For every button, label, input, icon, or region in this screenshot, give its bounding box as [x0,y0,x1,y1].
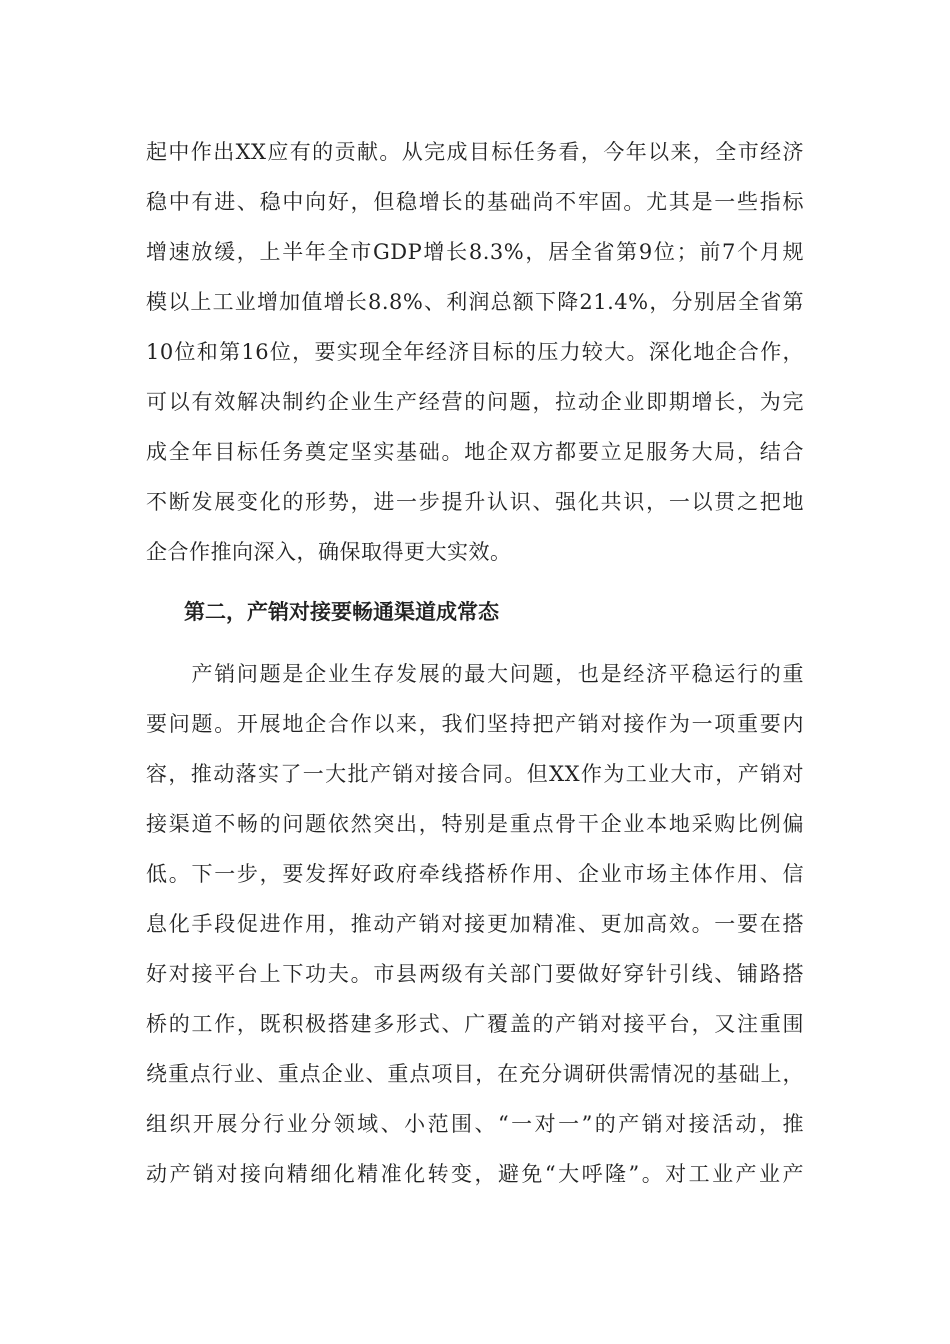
paragraph2-line: 产销问题是企业生存发展的最大问题，也是经济平稳运行的重 [146,662,804,686]
paragraph1-line: 起中作出XX应有的贡献。从完成目标任务看，今年以来，全市经济 [146,140,804,164]
paragraph1-line: 10位和第16位，要实现全年经济目标的压力较大。深化地企合作， [146,340,804,364]
paragraph2-line: 接渠道不畅的问题依然突出，特别是重点骨干企业本地采购比例偏 [146,812,804,836]
paragraph2-line: 好对接平台上下功夫。市县两级有关部门要做好穿针引线、铺路搭 [146,962,804,986]
paragraph2-line: 桥的工作，既积极搭建多形式、广覆盖的产销对接平台，又注重围 [146,1012,804,1036]
section-heading: 第二，产销对接要畅通渠道成常态 [184,600,499,624]
paragraph1-line: 增速放缓，上半年全市GDP增长8.3%，居全省第9位；前7个月规 [146,240,804,264]
paragraph2-line: 容，推动落实了一大批产销对接合同。但XX作为工业大市，产销对 [146,762,804,786]
paragraph2-line: 组织开展分行业分领域、小范围、“一对一”的产销对接活动，推 [146,1112,804,1136]
paragraph2-line: 息化手段促进作用，推动产销对接更加精准、更加高效。一要在搭 [146,912,804,936]
paragraph2-line: 动产销对接向精细化精准化转变，避免“大呼隆”。对工业产业产 [146,1162,804,1186]
paragraph2-line: 要问题。开展地企合作以来，我们坚持把产销对接作为一项重要内 [146,712,804,736]
paragraph1-line: 成全年目标任务奠定坚实基础。地企双方都要立足服务大局，结合 [146,440,804,464]
paragraph1-line: 可以有效解决制约企业生产经营的问题，拉动企业即期增长，为完 [146,390,804,414]
paragraph2-line: 绕重点行业、重点企业、重点项目，在充分调研供需情况的基础上， [146,1062,804,1086]
paragraph1-line: 模以上工业增加值增长8.8%、利润总额下降21.4%，分别居全省第 [146,290,804,314]
paragraph1-line: 不断发展变化的形势，进一步提升认识、强化共识，一以贯之把地 [146,490,804,514]
paragraph1-line: 稳中有进、稳中向好，但稳增长的基础尚不牢固。尤其是一些指标 [146,190,804,214]
paragraph1-line: 企合作推向深入，确保取得更大实效。 [146,540,512,564]
paragraph2-line: 低。下一步，要发挥好政府牵线搭桥作用、企业市场主体作用、信 [146,862,804,886]
